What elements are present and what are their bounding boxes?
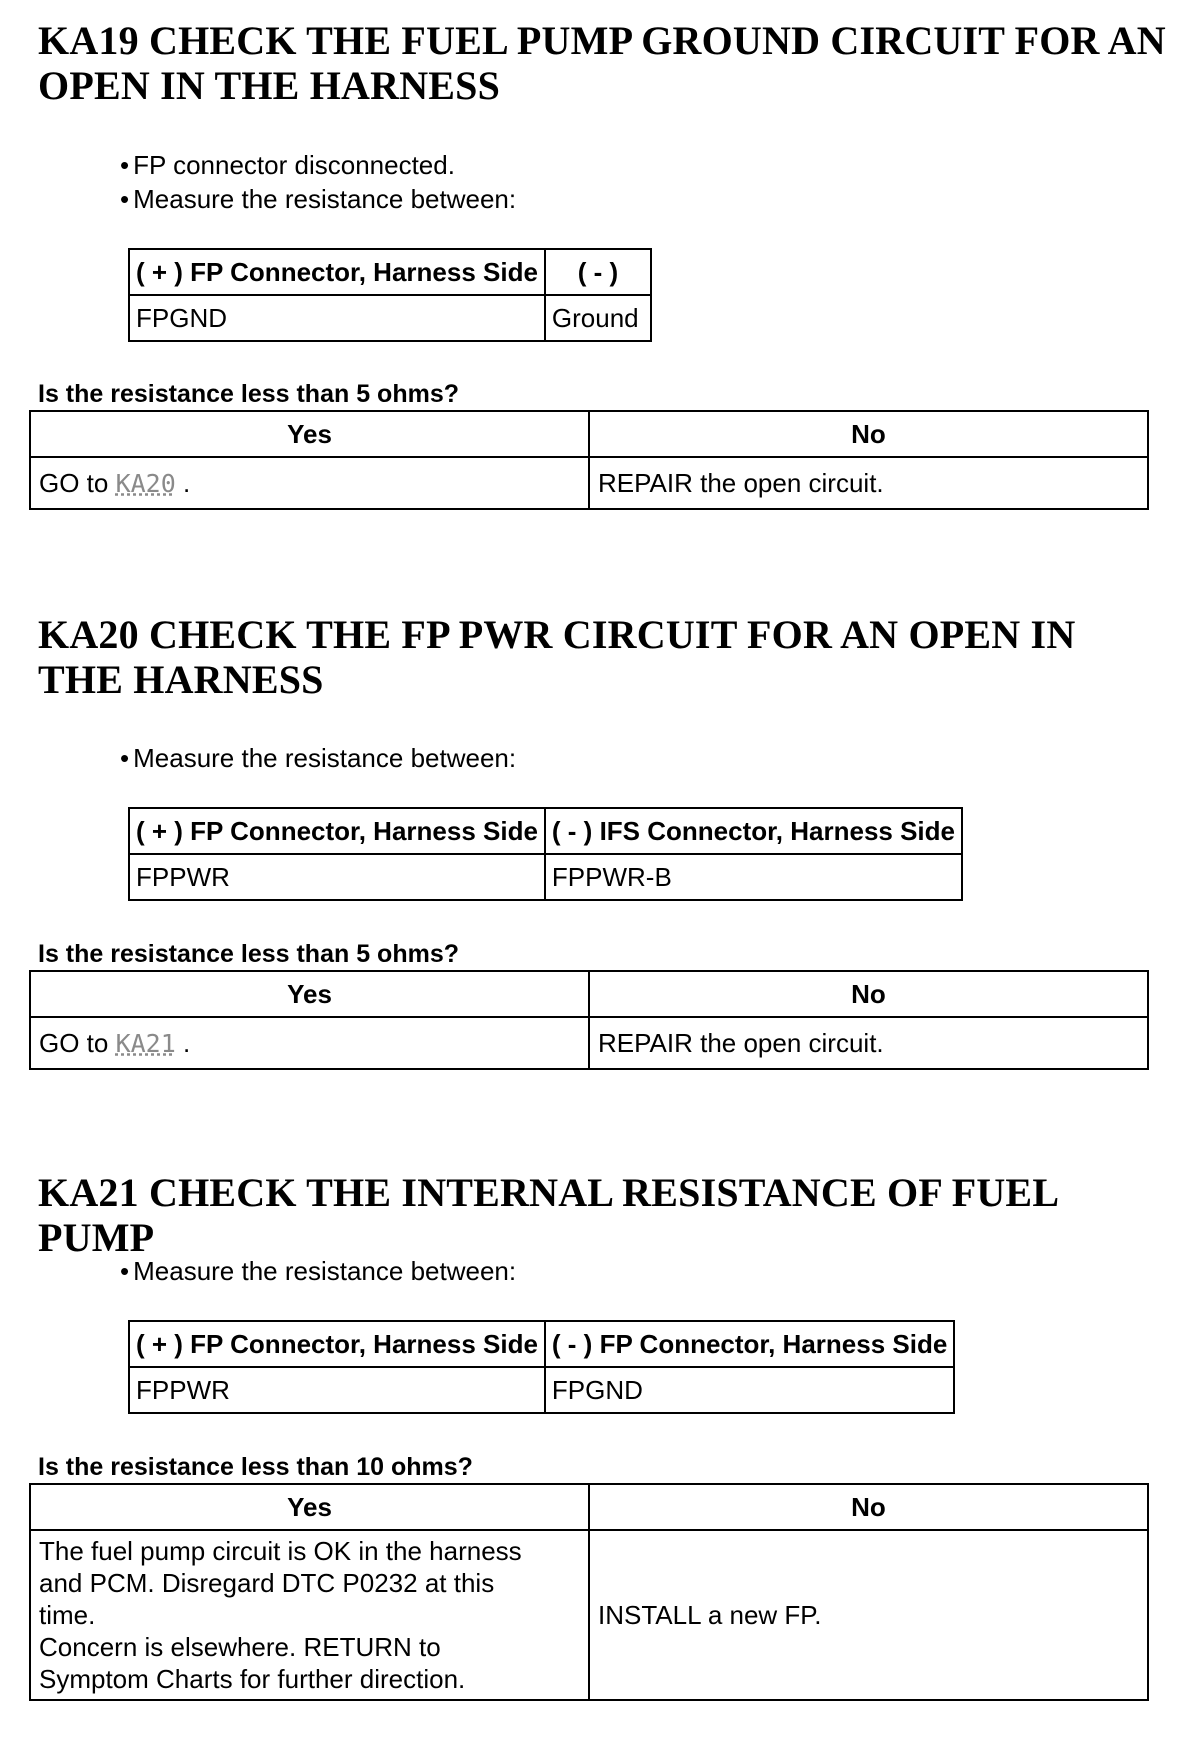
yes-header: Yes: [30, 971, 589, 1017]
yes-action-line: Concern is elsewhere. RETURN to: [39, 1632, 441, 1662]
step-title-ka19: KA19 CHECK THE FUEL PUMP GROUND CIRCUIT FOR AN OPEN IN THE HARNESS: [38, 18, 1166, 108]
yes-action-prefix: GO to: [39, 467, 116, 498]
yes-action-line: Symptom Charts for further direction.: [39, 1664, 466, 1694]
connector-pin-negative: Ground: [545, 295, 651, 341]
connector-header-positive: ( + ) FP Connector, Harness Side: [129, 808, 545, 854]
no-header: No: [589, 411, 1148, 457]
yes-action-line: and PCM. Disregard DTC P0232 at this: [39, 1568, 495, 1598]
link-ka21[interactable]: KA21: [115, 1028, 176, 1058]
connector-table-ka19: [128, 248, 652, 342]
instruction-list-ka19: [120, 148, 516, 216]
instruction-item: • Measure the resistance between:: [120, 1254, 516, 1288]
connector-pin-negative: FPPWR-B: [545, 854, 962, 900]
no-action: REPAIR the open circuit.: [589, 1017, 1148, 1069]
instruction-item: • Measure the resistance between:: [120, 182, 516, 216]
link-ka20[interactable]: KA20: [115, 468, 176, 498]
yes-action-suffix: .: [175, 1027, 191, 1058]
question-ka19: Is the resistance less than 5 ohms?: [38, 380, 459, 408]
connector-table-ka21: [128, 1320, 955, 1414]
yes-action-line: time.: [39, 1600, 96, 1630]
connector-header-positive: ( + ) FP Connector, Harness Side: [129, 249, 545, 295]
yes-action-suffix: .: [175, 467, 191, 498]
decision-table-ka20: [29, 970, 1149, 1070]
instruction-item: • FP connector disconnected.: [120, 148, 516, 182]
yes-action-line: The fuel pump circuit is OK in the harness: [39, 1536, 522, 1566]
no-action: REPAIR the open circuit.: [589, 457, 1148, 509]
decision-table-ka19: [29, 410, 1149, 510]
instruction-item: • Measure the resistance between:: [120, 741, 516, 775]
question-ka20: Is the resistance less than 5 ohms?: [38, 940, 459, 968]
yes-action: [30, 1530, 589, 1700]
connector-header-negative: ( - ) FP Connector, Harness Side: [545, 1321, 954, 1367]
connector-pin-negative: FPGND: [545, 1367, 954, 1413]
step-title-ka20: KA20 CHECK THE FP PWR CIRCUIT FOR AN OPEN IN THE HARNESS: [38, 612, 1076, 702]
connector-pin-positive: FPPWR: [129, 854, 545, 900]
connector-pin-positive: FPGND: [129, 295, 545, 341]
yes-action: [30, 1017, 589, 1069]
instruction-list-ka20: [120, 741, 516, 775]
no-action: INSTALL a new FP.: [589, 1530, 1148, 1700]
connector-pin-positive: FPPWR: [129, 1367, 545, 1413]
question-ka21: Is the resistance less than 10 ohms?: [38, 1453, 473, 1481]
step-title-ka21: KA21 CHECK THE INTERNAL RESISTANCE OF FUEL PUMP: [38, 1170, 1057, 1260]
no-header: No: [589, 1484, 1148, 1530]
connector-header-negative: ( - ) IFS Connector, Harness Side: [545, 808, 962, 854]
yes-header: Yes: [30, 411, 589, 457]
yes-header: Yes: [30, 1484, 589, 1530]
connector-header-negative: ( - ): [545, 249, 651, 295]
no-header: No: [589, 971, 1148, 1017]
yes-action-prefix: GO to: [39, 1027, 116, 1058]
decision-table-ka21: [29, 1483, 1149, 1701]
connector-header-positive: ( + ) FP Connector, Harness Side: [129, 1321, 545, 1367]
yes-action: [30, 457, 589, 509]
connector-table-ka20: [128, 807, 963, 901]
instruction-list-ka21: [120, 1254, 516, 1288]
